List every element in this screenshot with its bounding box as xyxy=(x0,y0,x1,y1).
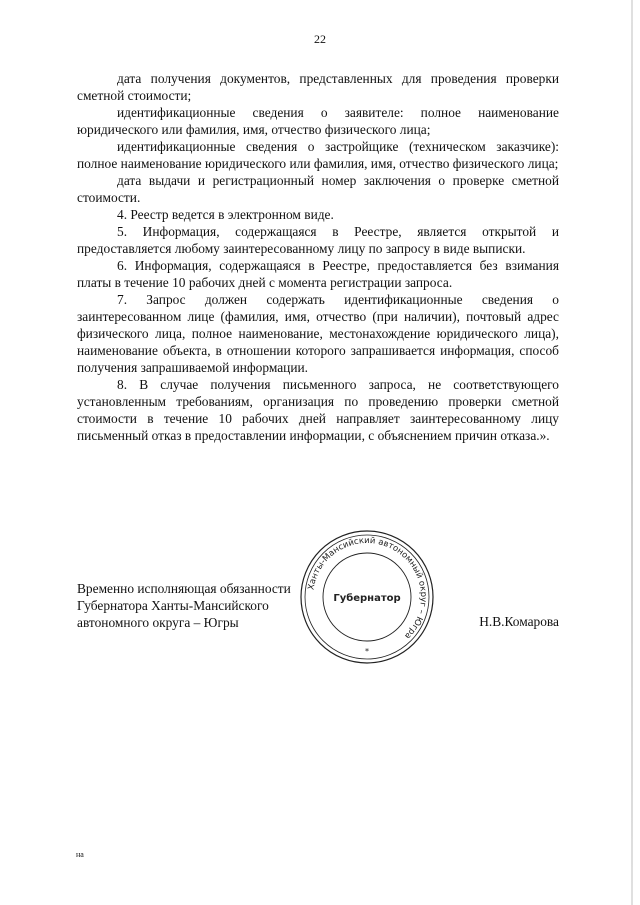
stamp-center-text: Губернатор xyxy=(333,593,401,604)
footer-note: на xyxy=(76,850,84,859)
paragraph: 6. Информация, содержащаяся в Реестре, предоставляется без взимания платы в течение 10 рабочих дней с момента регистрации запроса. xyxy=(77,258,559,290)
paragraph: дата получения документов, представленных для проведения проверки сметной стоимости; xyxy=(77,71,559,103)
scan-edge xyxy=(631,0,633,905)
paragraph: идентификационные сведения о заявителе: полное наименование юридического или фамилия, имя, отчество физического лица; xyxy=(77,105,559,137)
stamp-star-icon: * xyxy=(365,647,369,656)
stamp-ring-text: Ханты-Мансийский автономный округ – Югра xyxy=(306,535,429,641)
paragraph: 4. Реестр ведется в электронном виде. xyxy=(117,207,334,222)
paragraph: 7. Запрос должен содержать идентификационные сведения о заинтересованном лице (фамилия, имя, отчество (при наличии), почтовый адрес физического лица, полное наименование, местонахождение юридического лица), наименование объекта, в отношении которого запрашивается информация, способ получения запрашиваемой информации. xyxy=(77,292,559,375)
paragraph: дата выдачи и регистрационный номер заключения о проверке сметной стоимости. xyxy=(77,173,559,205)
paragraph: 8. В случае получения письменного запроса, не соответствующего установленным требованиям, организация по проведению проверки сметной стоимости в течение 10 рабочих дней направляет заинтересованному лицу письменный отказ в предоставлении информации, с объяснением причин отказа.». xyxy=(77,377,559,443)
signature-title-line: Временно исполняющая обязанности xyxy=(77,581,291,596)
paragraph: 5. Информация, содержащаяся в Реестре, является открытой и предоставляется любому заинтересованному лицу по запросу в виде выписки. xyxy=(77,224,559,256)
signature-title-line: Губернатора Ханты-Мансийского xyxy=(77,598,269,613)
official-stamp xyxy=(298,528,436,666)
document-body xyxy=(77,70,559,444)
paragraph: идентификационные сведения о застройщике (техническом заказчике): полное наименование юридического или фамилия, имя, отчество физического лица; xyxy=(77,139,559,171)
signature-title-line: автономного округа – Югры xyxy=(77,615,239,630)
signatory-name: Н.В.Комарова xyxy=(479,614,559,629)
page-number: 22 xyxy=(314,32,326,46)
signature-block xyxy=(77,580,291,631)
